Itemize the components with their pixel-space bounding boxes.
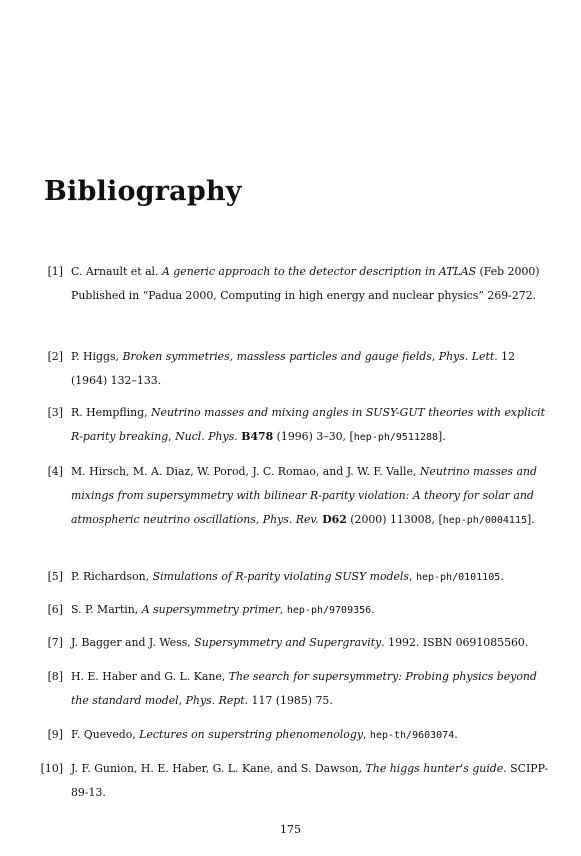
reference-text-part: ,: [168, 430, 176, 443]
reference-text-part: ,: [255, 513, 263, 526]
reference-text-part: .: [371, 603, 375, 616]
reference-text-part: 12 (1964) 132–133.: [71, 350, 516, 387]
reference-text-part: Simulations of R-parity violating SUSY models: [152, 570, 410, 583]
reference-text-part: A supersymmetry primer: [141, 603, 280, 616]
reference-text-part: The search for supersymmetry: Probing physics beyond the standard model: [71, 670, 537, 707]
reference-text: [71, 565, 551, 590]
reference-text-part: Phys. Rept.: [185, 694, 249, 707]
reference-text: [71, 757, 551, 805]
reference-text-part: (1996) 3–30, [: [273, 430, 354, 443]
reference-text-part: P. Higgs,: [71, 350, 123, 363]
reference-text-part: Broken symmetries, massless particles and gauge fields: [122, 350, 432, 363]
reference-number: [10]: [40, 762, 63, 775]
reference-text-part: Supersymmetry and Supergravity: [194, 636, 382, 649]
reference-number: [7]: [47, 636, 63, 649]
reference-text-part: .: [454, 728, 458, 741]
reference-text-part: Phys. Rev.: [262, 513, 319, 526]
reference-number: [9]: [47, 728, 63, 741]
reference-text-part: R. Hempfling,: [71, 406, 152, 419]
reference-text-part: ].: [438, 430, 446, 443]
reference-text-part: J. Bagger and J. Wess,: [71, 636, 195, 649]
reference-text: [71, 598, 551, 623]
reference-text-part: hep-ph/0004115: [442, 515, 527, 526]
reference-text-part: (2000) 113008, [: [346, 513, 443, 526]
reference-text-part: . SCIPP-89-13.: [71, 762, 548, 799]
reference-text-part: H. E. Haber and G. L. Kane,: [71, 670, 229, 683]
reference-text-part: P. Richardson,: [71, 570, 153, 583]
reference-text-part: S. P. Martin,: [71, 603, 142, 616]
reference-text-part: ,: [279, 603, 287, 616]
reference-text-part: . 1992. ISBN 0691085560.: [381, 636, 529, 649]
reference-text-part: A generic approach to the detector description in ATLAS: [161, 265, 477, 278]
reference-text-part: ,: [431, 350, 439, 363]
reference-text-part: hep-th/9603074: [369, 730, 455, 741]
reference-number: [8]: [47, 670, 63, 683]
reference-text-part: ,: [178, 694, 186, 707]
reference-text: [71, 260, 551, 308]
reference-text-part: ].: [527, 513, 535, 526]
reference-text-part: Neutrino masses and mixings from supersymmetry with bilinear R-parity violation: A theory for solar and atmospheric neutrino oscillations: [71, 465, 537, 526]
reference-text-part: D62: [322, 513, 347, 526]
reference-text-part: hep-ph/9511288: [353, 432, 439, 443]
reference-number: [3]: [47, 406, 63, 419]
reference-text-part: 117 (1985) 75.: [248, 694, 333, 707]
reference-number: [1]: [47, 265, 63, 278]
page-number: 175: [280, 823, 301, 836]
reference-text-part: Nucl. Phys.: [175, 430, 238, 443]
reference-text-part: J. F. Gunion, H. E. Haber, G. L. Kane, and S. Dawson,: [71, 762, 366, 775]
reference-text-part: The higgs hunter's guide: [365, 762, 504, 775]
reference-number: [2]: [47, 350, 63, 363]
reference-text: [71, 665, 551, 713]
reference-text-part: (Feb 2000) Published in “Padua 2000, Computing in high energy and nuclear physics” 269-272.: [71, 265, 540, 302]
reference-number: [4]: [47, 465, 63, 478]
reference-text-part: ,: [362, 728, 370, 741]
reference-text-part: Neutrino masses and mixing angles in SUSY-GUT theories with explicit R-parity breaking: [71, 406, 545, 443]
reference-text-part: M. Hirsch, M. A. Diaz, W. Porod, J. C. Romao, and J. W. F. Valle,: [71, 465, 420, 478]
reference-text-part: Lectures on superstring phenomenology: [139, 728, 363, 741]
reference-text: [71, 401, 551, 450]
reference-text-part: ,: [409, 570, 416, 583]
reference-number: [6]: [47, 603, 63, 616]
reference-text-part: F. Quevedo,: [71, 728, 140, 741]
reference-text: [71, 723, 551, 748]
page-title: Bibliography: [44, 176, 242, 207]
reference-text-part: hep-ph/9709356: [286, 605, 372, 616]
reference-text: [71, 460, 551, 533]
reference-text-part: B478: [241, 430, 274, 443]
reference-text-part: Phys. Lett.: [438, 350, 498, 363]
reference-text-part: hep-ph/0101105: [415, 572, 501, 583]
reference-number: [5]: [47, 570, 63, 583]
reference-text: [71, 631, 551, 655]
reference-text-part: .: [500, 570, 504, 583]
reference-text: [71, 345, 551, 393]
reference-text-part: C. Arnault et al.: [71, 265, 162, 278]
